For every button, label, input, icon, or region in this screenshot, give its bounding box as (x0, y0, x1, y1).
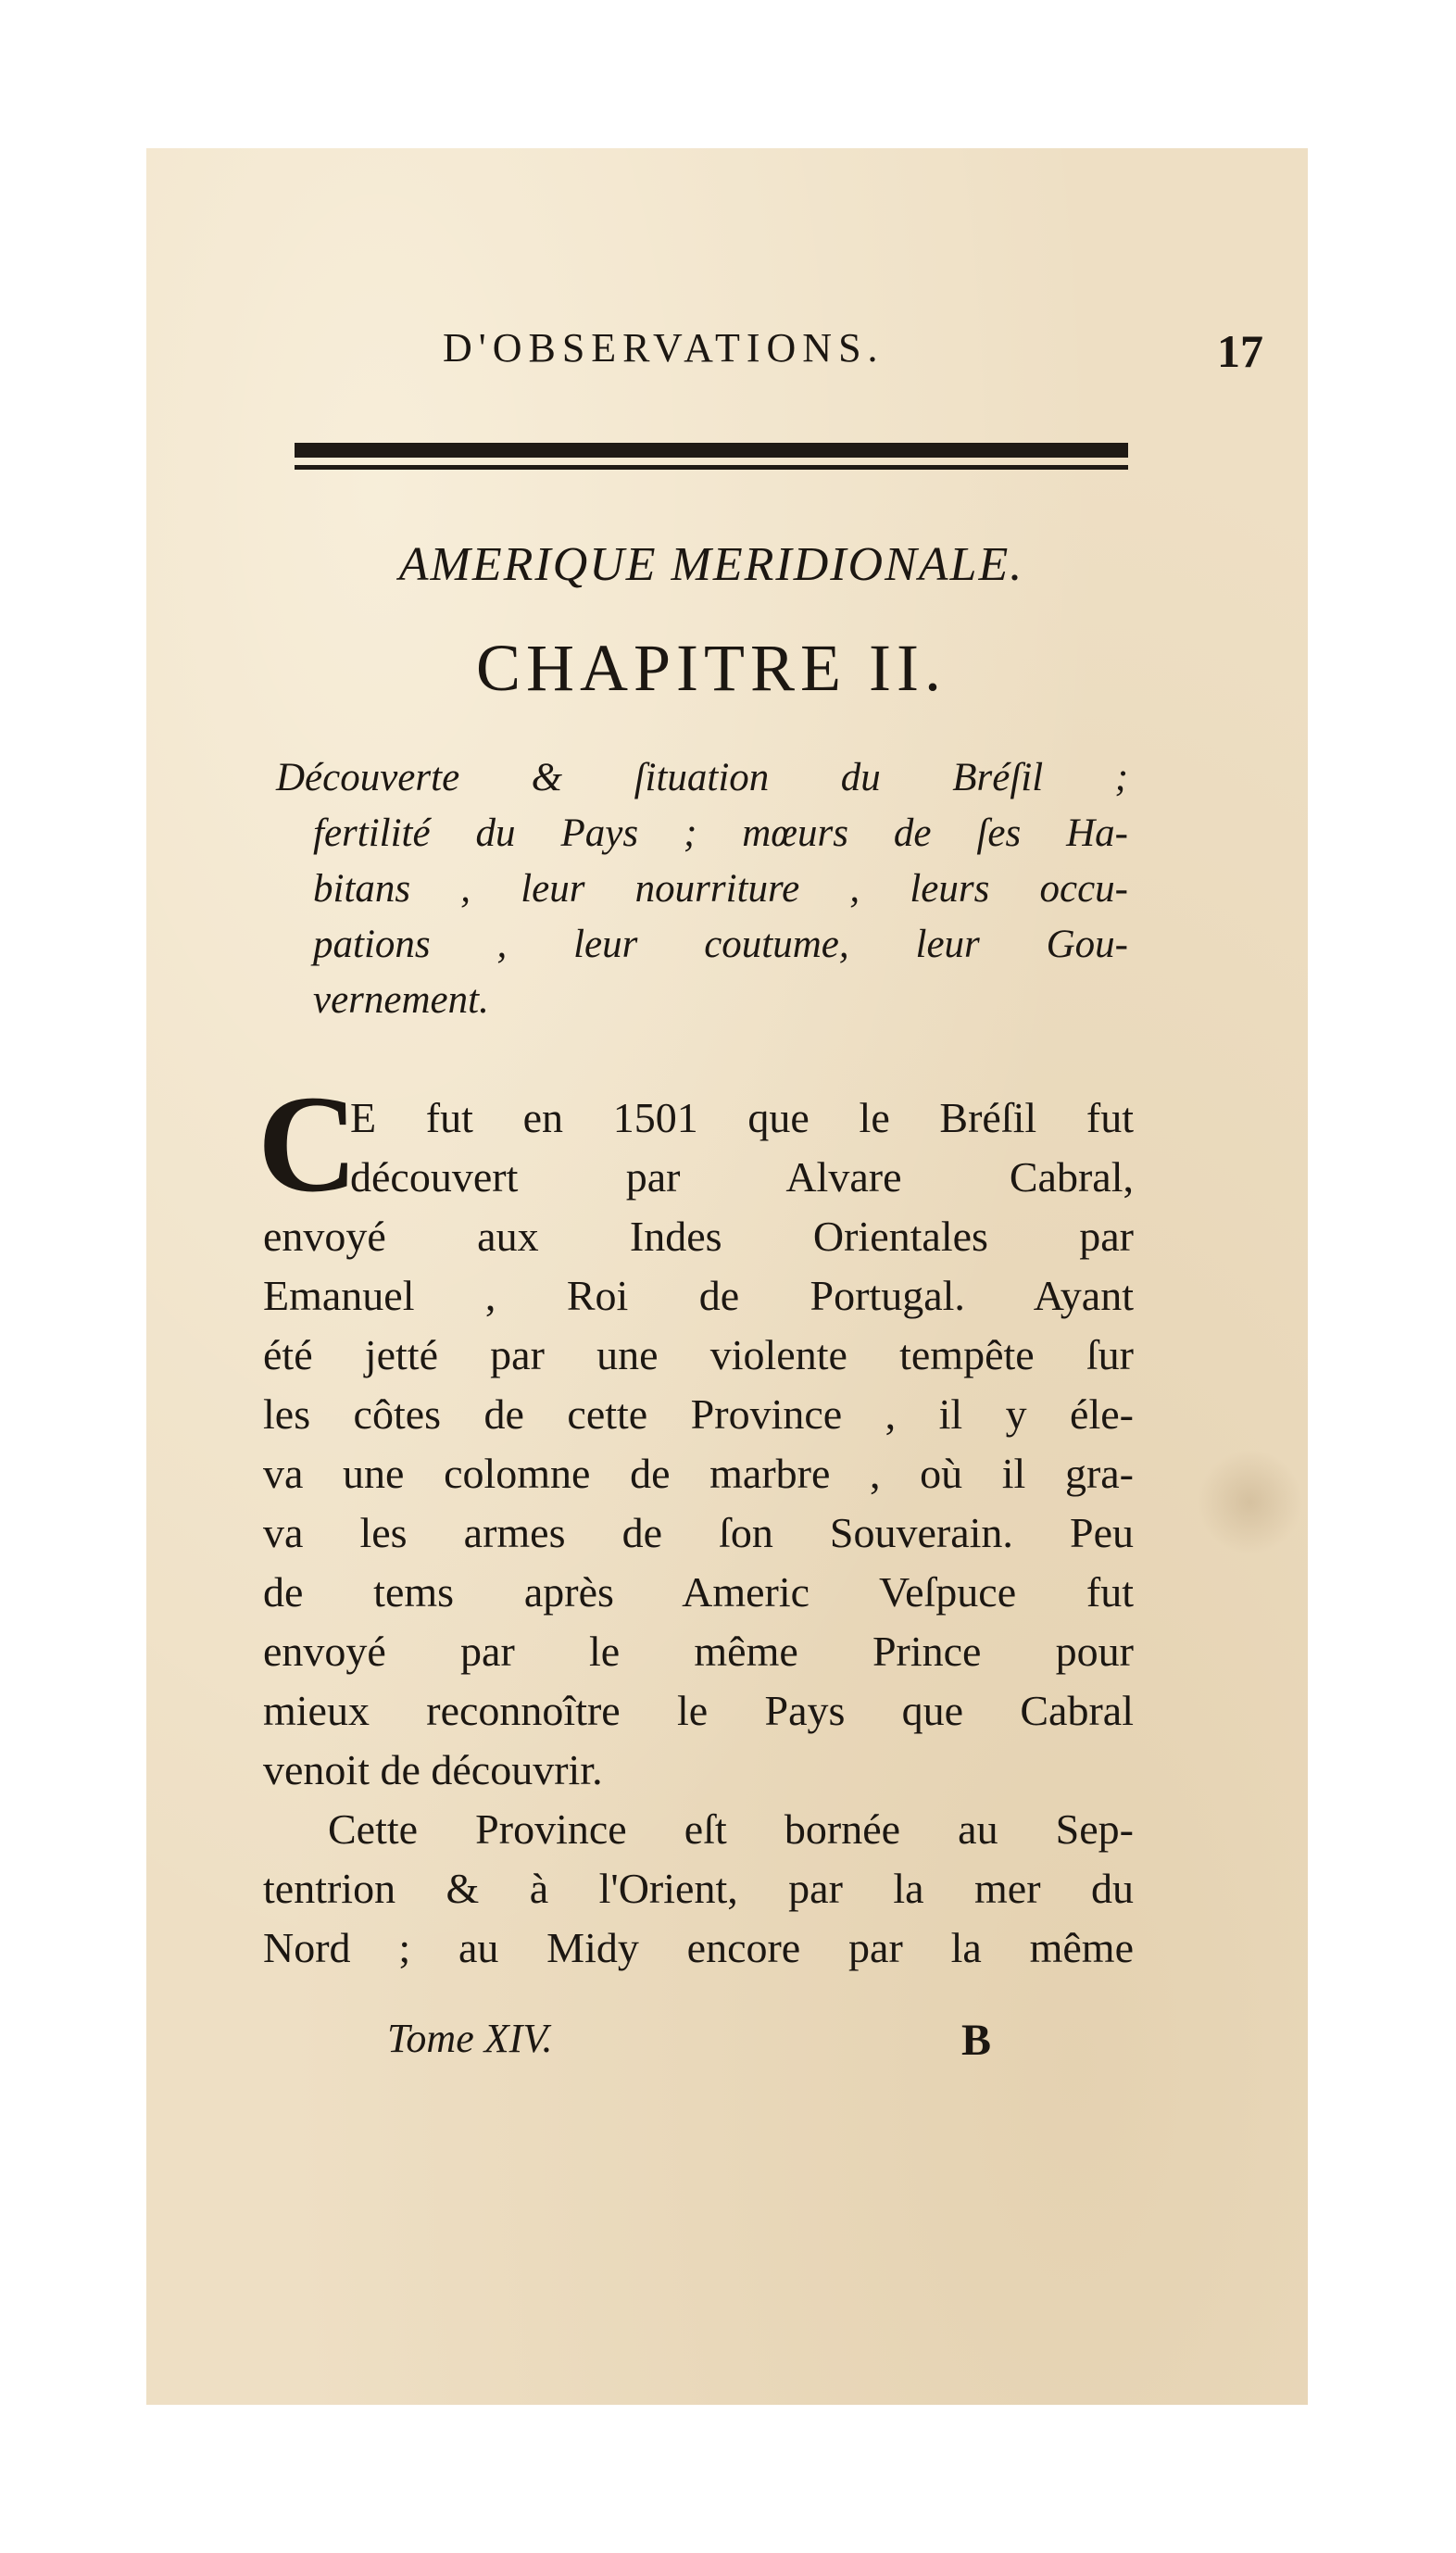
page-number: 17 (1217, 325, 1263, 377)
body-line: les côtes de cette Province , il y éle- (263, 1390, 1134, 1438)
chapter-heading: CHAPITRE II. (476, 631, 947, 705)
body-line: va les armes de ſon Souverain. Peu (263, 1509, 1134, 1556)
body-line: de tems après Americ Veſpuce fut (263, 1568, 1134, 1616)
header-rule (295, 443, 1128, 472)
body-line: envoyé par le même Prince pour (263, 1628, 1134, 1675)
body-line: mieux reconnoître le Pays que Cabral (263, 1687, 1134, 1734)
volume-label: Tome XIV. (387, 2016, 553, 2061)
running-head (443, 324, 1276, 380)
drop-cap: C (257, 1067, 358, 1221)
body-line: E fut en 1501 que le Bréſil fut (350, 1094, 1134, 1141)
book-page (146, 148, 1308, 2405)
chapter-summary (276, 750, 1128, 1028)
header-rule-thin (295, 465, 1128, 470)
body-line: Cette Province eſt bornée au Sep- (328, 1805, 1134, 1853)
page-footer (387, 2015, 1128, 2070)
body-line: Nord ; au Midy encore par la même (263, 1924, 1134, 1971)
body-line: venoit de découvrir. (263, 1746, 603, 1793)
region-heading: AMERIQUE MERIDIONALE. (398, 538, 1024, 591)
body-line: découvert par Alvare Cabral, (350, 1153, 1134, 1201)
body-line: été jetté par une violente tempête ſur (263, 1331, 1134, 1378)
signature-mark: B (961, 2016, 992, 2065)
summary-line: Découverte & ſituation du Bréſil ; (276, 756, 1128, 799)
body-line: va une colomne de marbre , où il gra- (263, 1450, 1134, 1497)
summary-line: bitans , leur nourriture , leurs occu- (313, 867, 1128, 911)
body-text (263, 1088, 1134, 1978)
header-rule-thick (295, 443, 1128, 458)
body-line: envoyé aux Indes Orientales par (263, 1213, 1134, 1260)
summary-line: pations , leur coutume, leur Gou- (313, 923, 1128, 966)
body-line: tentrion & à l'Orient, par la mer du (263, 1865, 1134, 1912)
summary-line: fertilité du Pays ; mœurs de ſes Ha- (313, 811, 1128, 855)
running-title: D'OBSERVATIONS. (443, 325, 885, 371)
body-line: Emanuel , Roi de Portugal. Ayant (263, 1272, 1134, 1319)
summary-line: vernement. (313, 978, 489, 1022)
